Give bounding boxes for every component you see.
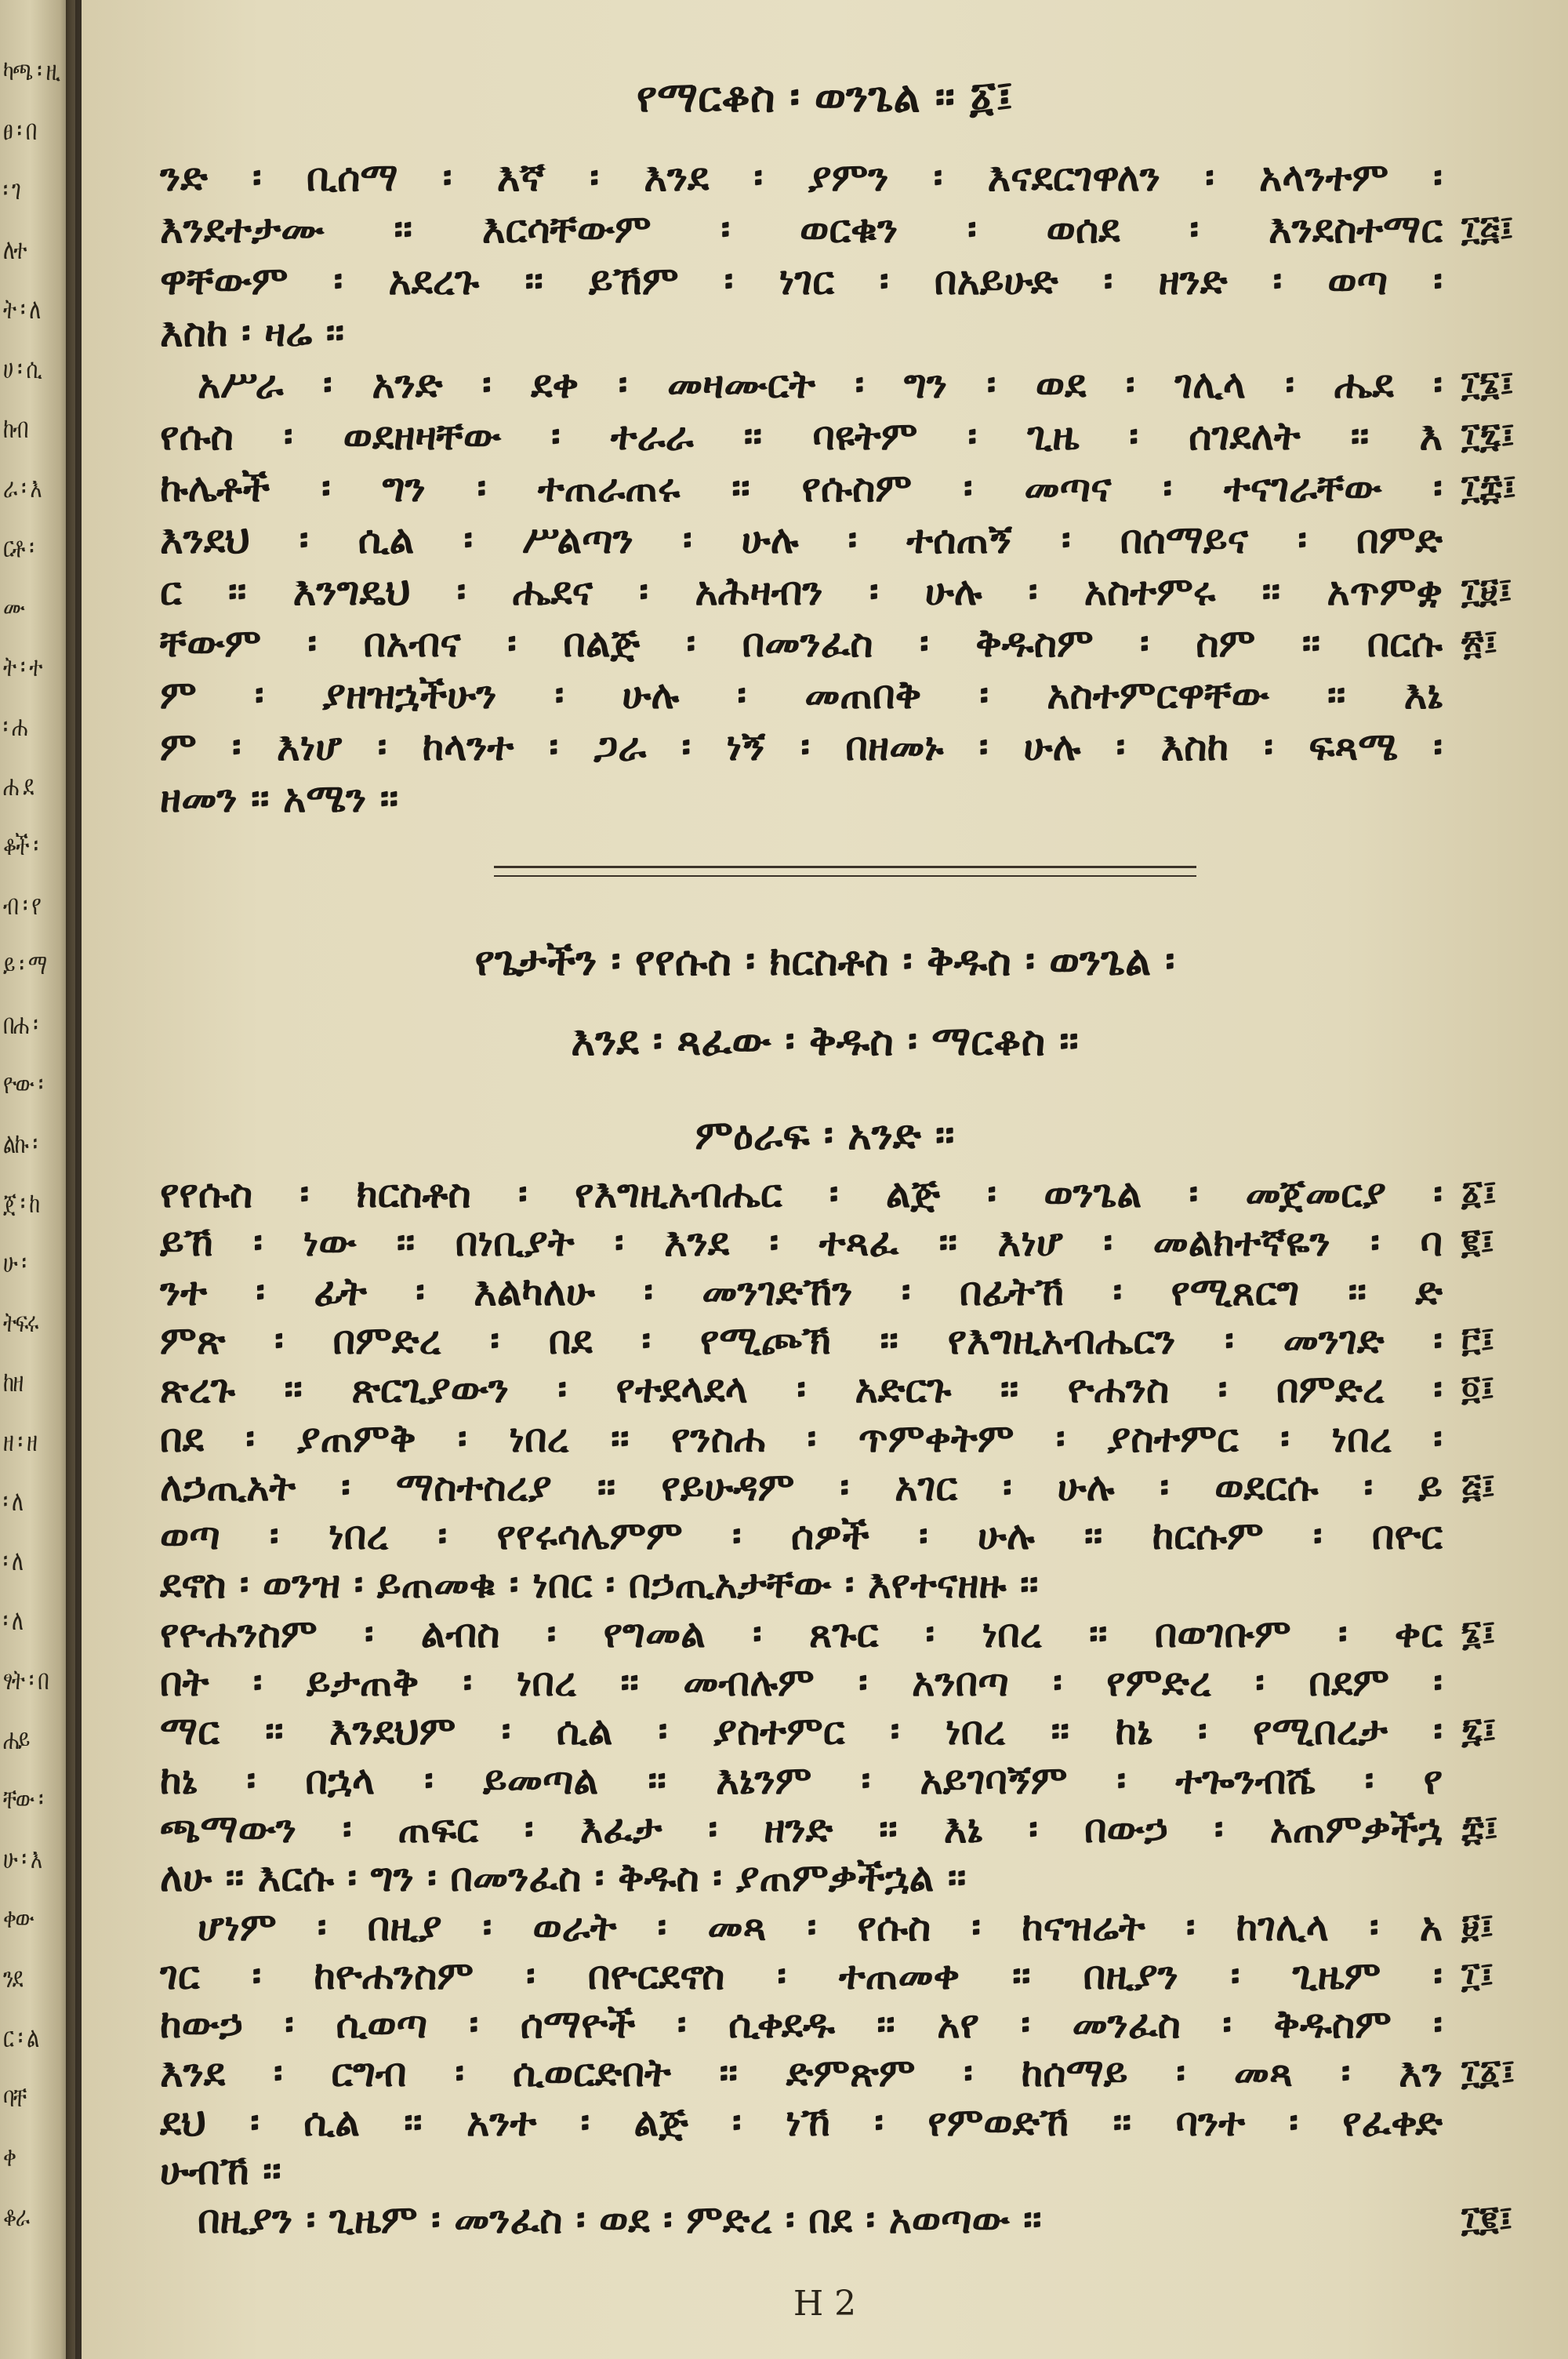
text-line: ማር ፡፡ እንደህም ፡ ሲል ፡ ያስተምር ፡ ነበረ ፡፡ ከኔ ፡ የሚበረታ ፡	[160, 1708, 1443, 1754]
facing-page-fragment: ዮው ፡	[3, 1068, 42, 1100]
text-line: ዋቸውም ፡ አደረጉ ፡፡ ይኸም ፡ ነገር ፡ በአይሁድ ፡ ዘንድ ፡ ወጣ ፡	[160, 258, 1443, 304]
text-line: ጫማውን ፡ ጠፍር ፡ እፈታ ፡ ዘንድ ፡፡ እኔ ፡ በውኃ ፡ አጠምቃችኋ	[160, 1805, 1443, 1852]
facing-page-fragment: ሐይ	[3, 1724, 29, 1756]
facing-page-fragment: ዘ ፡ ዘ	[3, 1426, 37, 1458]
facing-page-fragment: ብ ፡ የ	[3, 889, 41, 921]
text-line: ምጽ ፡ በምድረ ፡ በደ ፡ የሚጮኽ ፡፡ የእግዚአብሔርን ፡ መንገድ ፡	[160, 1317, 1443, 1363]
facing-page-fragment: ከብ	[3, 413, 28, 445]
facing-page-fragment: ት ፡ ተ	[3, 651, 42, 683]
facing-page-fragment: ፡ ለ	[3, 1605, 23, 1637]
facing-page-fragment: ት ፡ ለ	[3, 293, 40, 325]
facing-page-fragment: ፀ ፡ በ	[3, 114, 36, 147]
text-line: ከውኃ ፡ ሲወጣ ፡ ሰማዮች ፡ ሲቀደዱ ፡፡ አየ ፡ መንፈስ ፡ ቅዱስም ፡	[160, 2001, 1443, 2048]
facing-page-fragment: ሁ ፡	[3, 1247, 26, 1279]
verse-number: ፰፤	[1461, 1808, 1498, 1848]
text-line: በደ ፡ ያጠምቅ ፡ ነበረ ፡፡ የንስሐ ፡ ጥምቀትም ፡ ያስተምር ፡ ነበረ ፡	[160, 1415, 1443, 1461]
facing-page-fragment: ሙ	[3, 591, 24, 623]
facing-page-fragment: ቸው ፡	[3, 1783, 42, 1816]
text-line: ወጣ ፡ ነበረ ፡ የየሩሳሌምም ፡ ሰዎች ፡ ሁሉ ፡፡ ከርሱም ፡ በዮር	[160, 1513, 1443, 1559]
text-line: የየሱስ ፡ ክርስቶስ ፡ የእግዚአብሔር ፡ ልጅ ፡ ወንጌል ፡ መጀመርያ ፡	[160, 1171, 1443, 1216]
text-line: ቸውም ፡ በአብና ፡ በልጅ ፡ በመንፈስ ፡ ቅዱስም ፡ ስም ፡፡ በርሱ	[160, 620, 1443, 666]
facing-page-fragment: ቆራ	[3, 2201, 29, 2233]
text-line: ደህ ፡ ሲል ፡፡ አንተ ፡ ልጅ ፡ ነኸ ፡ የምወድኸ ፡፡ ባንተ ፡ የፈቀድ	[160, 2099, 1443, 2145]
text-line: ጽረጉ ፡፡ ጽርጊያውን ፡ የተደላደላ ፡ አድርጉ ፡፡ ዮሐንስ ፡ በምድረ ፡	[160, 1366, 1443, 1412]
book-subtitle: እንደ ፡ ጻፈው ፡ ቅዱስ ፡ ማርቆስ ፡፡	[571, 1018, 1079, 1065]
verse-number: ፱፤	[1461, 1906, 1494, 1946]
verse-number: ፲፪፤	[1461, 2199, 1513, 2240]
facing-page-edge	[0, 0, 75, 2359]
facing-page-fragment: ቀው	[3, 1903, 34, 1935]
facing-page-fragment: ፡ ሐ	[3, 711, 27, 743]
text-line: ንድ ፡ ቢሰማ ፡ እኛ ፡ እንደ ፡ ያምን ፡ እናደርገዋለን ፡ አላንተም ፡	[160, 154, 1443, 200]
folio-mark: H 2	[793, 2284, 857, 2324]
text-line: ር ፡፡ እንግዴህ ፡ ሔደና ፡ አሕዛብን ፡ ሁሉ ፡ አስተምሩ ፡፡ አጥምቋ	[160, 569, 1443, 614]
verse-number: ፬፤	[1461, 1369, 1495, 1409]
facing-page-fragment: ይ ፡ ማ	[3, 949, 46, 981]
text-line: ደኖስ ፡ ወንዝ ፡ ይጠመቁ ፡ ነበር ፡ በኃጢአታቸው ፡ እየተናዘዙ ፡፡	[160, 1561, 1039, 1608]
text-line: ይኸ ፡ ነው ፡፡ በነቢያት ፡ እንደ ፡ ተጻፈ ፡፡ እነሆ ፡ መልክተኛዬን ፡ ባ	[160, 1219, 1443, 1266]
verse-number: ፳፤	[1461, 623, 1498, 663]
facing-page-fragment: ር ፡ ል	[3, 2022, 38, 2054]
text-line: ለኃጢአት ፡ ማስተስረያ ፡፡ የይሁዳም ፡ አገር ፡ ሁሉ ፡ ወደርሱ ፡ ይ	[160, 1463, 1443, 1510]
facing-page-fragment: ሐ ደ	[3, 770, 33, 802]
text-line: በዚያን ፡ ጊዜም ፡ መንፈስ ፡ ወደ ፡ ምድረ ፡ በደ ፡ አወጣው ፡፡	[198, 2197, 1042, 2243]
facing-page-fragment: ሀ ፡ ሲ	[3, 353, 42, 385]
facing-page-fragment: ጀ ፡ ከ	[3, 1187, 39, 1219]
text-line: አሥራ ፡ አንድ ፡ ደቀ ፡ መዛሙርት ፡ ግን ፡ ወደ ፡ ገሊላ ፡ ሔደ ፡	[198, 362, 1443, 407]
book-title: የጌታችን ፡ የየሱስ ፡ ክርስቶስ ፡ ቅዱስ ፡ ወንጌል ፡	[474, 938, 1175, 985]
text-line: ንተ ፡ ፊት ፡ እልካለሁ ፡ መንገድኸን ፡ በፊትኸ ፡ የሚጸርግ ፡፡ ድ	[160, 1268, 1443, 1314]
facing-page-fragment: ፡ ለ	[3, 1545, 23, 1577]
running-head: የማርቆስ ፡ ወንጌል ፡፡ ፩፤	[636, 72, 1014, 122]
facing-page-fragment: ፡ ለ	[3, 1485, 23, 1518]
verse-number: ፲፱፤	[1461, 571, 1512, 611]
text-line: እንደ ፡ ርግብ ፡ ሲወርድበት ፡፡ ድምጽም ፡ ከሰማይ ፡ መጻ ፡ እን	[160, 2050, 1443, 2096]
text-line: ሁብኸ ፡፡	[160, 2148, 281, 2194]
text-line: ከኔ ፡ በኋላ ፡ ይመጣል ፡፡ እኔንም ፡ አይገባኝም ፡ ተጐንብሼ ፡ የ	[160, 1757, 1443, 1803]
text-line: ም ፡ ያዘዝኋችሁን ፡ ሁሉ ፡ መጠበቅ ፡ አስተምርዋቸው ፡፡ እኔ	[160, 672, 1443, 718]
book-page	[82, 0, 1568, 2359]
verse-number: ፲፩፤	[1461, 2052, 1515, 2093]
text-line: እንደተታሙ ፡፡ እርሳቸውም ፡ ወርቁን ፡ ወሰደ ፡ እንደስተማር	[160, 206, 1443, 252]
facing-page-fragment: ራ ፡ እ	[3, 472, 42, 504]
verse-number: ፭፤	[1461, 1466, 1496, 1507]
text-line: በት ፡ ይታጠቅ ፡ ነበረ ፡፡ መብሉም ፡ አንበጣ ፡ የምድረ ፡ በደም ፡	[160, 1659, 1443, 1705]
facing-page-fragment: ትፍሩ	[3, 1307, 38, 1339]
facing-page-fragment: ፡ ገ	[3, 174, 20, 206]
facing-page-fragment: ካጫ ፡ ዚ	[3, 55, 60, 87]
facing-page-fragment: ልኩ ፡	[3, 1128, 37, 1160]
verse-number: ፩፤	[1461, 1173, 1497, 1213]
facing-page-fragment: ንደ	[3, 1962, 23, 1994]
text-line: ለሁ ፡፡ እርሱ ፡ ግን ፡ በመንፈስ ፡ ቅዱስ ፡ ያጠምቃችኋል ፡፡	[160, 1855, 967, 1901]
text-line: እስከ ፡ ዛሬ ፡፡	[160, 310, 345, 355]
text-line: ገር ፡ ከዮሐንስም ፡ በዮርደኖስ ፡ ተጠመቀ ፡፡ በዚያን ፡ ጊዜም ፡	[160, 1952, 1443, 1998]
verse-number: ፲፰፤	[1461, 467, 1517, 507]
verse-number: ፲፮፤	[1461, 364, 1515, 404]
text-line: የዮሐንስም ፡ ልብስ ፡ የግመል ፡ ጸጉር ፡ ነበረ ፡፡ በወገቡም ፡ ቀር	[160, 1610, 1443, 1656]
facing-page-fragment: ፃት ፡ በ	[3, 1664, 49, 1696]
verse-number: ፮፤	[1461, 1612, 1496, 1653]
text-line: የሱስ ፡ ወደዘዛቸው ፡ ተራራ ፡፡ ባዩትም ፡ ጊዜ ፡ ሰገደለት ፡፡ እ	[160, 413, 1443, 459]
verse-number: ፲፯፤	[1461, 416, 1515, 456]
text-line: ኩሌቶች ፡ ግን ፡ ተጠራጠሩ ፡፡ የሱስም ፡ መጣና ፡ ተናገራቸው ፡	[160, 465, 1443, 511]
facing-page-fragment: ቆች ፡	[3, 830, 38, 862]
text-line: ም ፡ እነሆ ፡ ከላንተ ፡ ጋራ ፡ ነኝ ፡ በዘመኑ ፡ ሁሉ ፡ እስከ ፡ ፍጻሜ ፡	[160, 724, 1443, 769]
verse-number: ፪፤	[1461, 1222, 1495, 1263]
facing-page-fragment: ቀ	[3, 2141, 16, 2173]
text-line: ሆነም ፡ በዚያ ፡ ወራት ፡ መጻ ፡ የሱስ ፡ ከናዝሬት ፡ ከገሊላ ፡ አ	[198, 1903, 1443, 1950]
section-divider	[494, 866, 1196, 877]
verse-number: ፲፭፤	[1461, 209, 1514, 249]
facing-page-fragment: ባቸ	[3, 2081, 26, 2114]
text-line: እንደህ ፡ ሲል ፡ ሥልጣን ፡ ሁሉ ፡ ተሰጠኝ ፡ በሰማይና ፡ በምድ	[160, 517, 1443, 562]
verse-number: ፲፤	[1461, 1954, 1494, 1995]
verse-number: ፯፤	[1461, 1710, 1497, 1751]
facing-page-fragment: ለተ	[3, 234, 26, 266]
text-line: ዘመን ፡፡ አሜን ፡፡	[160, 776, 399, 821]
facing-page-fragment: ርቶ ፡	[3, 532, 33, 564]
chapter-title: ምዕራፍ ፡ አንድ ፡፡	[695, 1112, 955, 1159]
facing-page-fragment: በሐ ፡	[3, 1009, 38, 1041]
facing-page-fragment: ሁ ፡ እ	[3, 1843, 42, 1875]
facing-page-fragment: ከዘ	[3, 1366, 23, 1398]
verse-number: ፫፤	[1461, 1319, 1495, 1360]
